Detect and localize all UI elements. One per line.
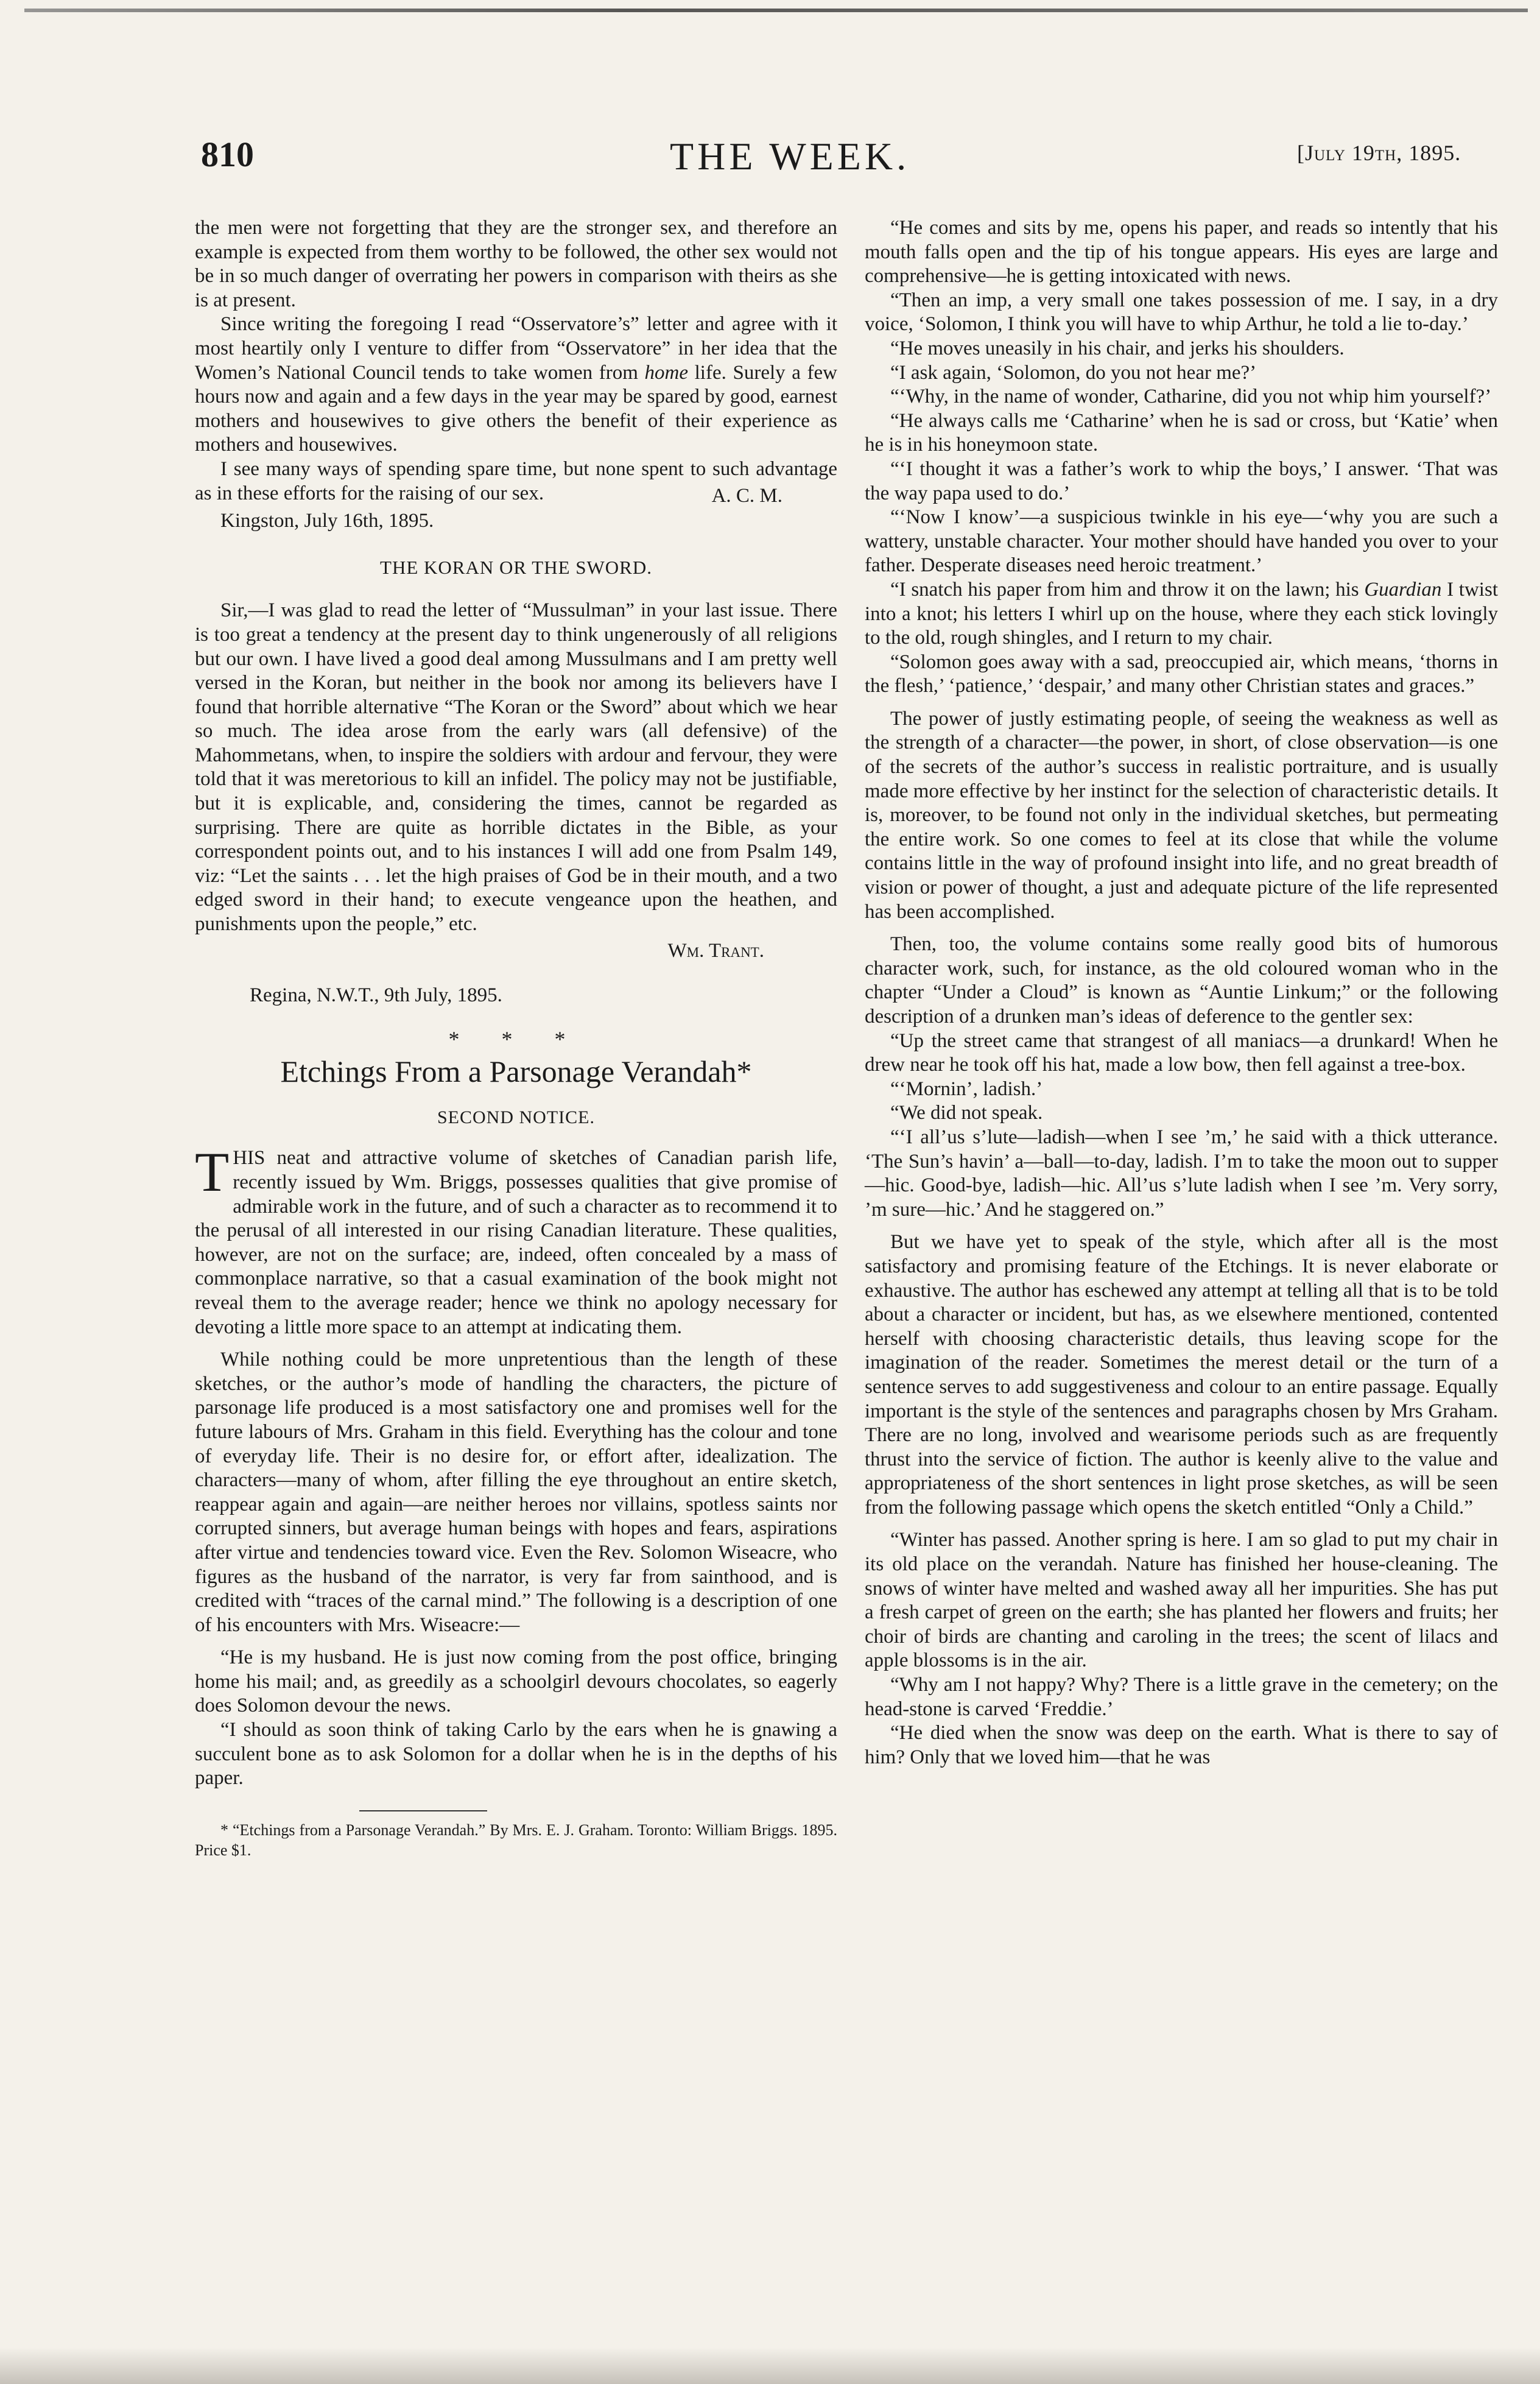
- text-run: HIS neat and attractive volume of sketches of Canadian parish life, recently issued by Wm. Briggs, possesses qualities that give promise of admirable work in the future, and of such a character as to recommend it to the perusal of all interested in our rising Canadian literature. These qualities, however, are not on the surface; are, indeed, often concealed by a mass of commonplace narrative, so that a casual examination of the book might not reveal them to the average reader; hence we think no apology necessary for devoting a little more space to an attempt at indicating them.: [195, 1147, 837, 1338]
- dateline: Regina, N.W.T., 9th July, 1895.: [250, 984, 502, 1007]
- article-subtitle: SECOND NOTICE.: [437, 1107, 595, 1127]
- article-paragraph: But we have yet to speak of the style, which after all is the most satisfactory and promising feature of the Etchings. It is never elaborate or exhaustive. The author has eschewed any attempt at telling all that is to be told about a character or incident, but has, as we elsewhere mentioned, contented herself with choosing characteristic details, thus leaving scope for the imagination of the reader. Sometimes the merest detail or the turn of a sentence serves to add suggestiveness and colour to an entire passage. Equally important is the style of the sentences and paragraphs chosen by Mrs Graham. There are no long, involved and wearisome periods such as are frequently thrust into the service of fiction. The author is keenly alive to the value and appropriateness of the short sentences in light prose sketches, as will be seen from the following passage which opens the sketch entitled “Only a Child.”: [865, 1231, 1498, 1518]
- top-edge-rule: [24, 9, 1528, 12]
- text-run: “I snatch his paper from him and throw it on the lawn; his: [890, 578, 1365, 601]
- drop-cap: T: [195, 1141, 230, 1204]
- issue-date: [July 19th, 1895.: [1297, 141, 1461, 165]
- left-column: [195, 216, 837, 1860]
- article-paragraph: The power of justly estimating people, of seeing the weakness as well as the strength of a character—the power, in short, of close observation—is one of the secrets of the author’s success in realistic portraiture, and is usually made more effective by her instinct for the selection of characteristic details. It is, moreover, to be found not only in the individual sketches, but permeating the entire work. So one comes to feel at its close that while the volume contains little in the way of profound insight into life, and no great breadth of vision or power of thought, a just and adequate picture of the life represented has been accomplished.: [865, 707, 1498, 923]
- quoted-paragraph: “‘Mornin’, ladish.’: [890, 1077, 1043, 1100]
- emphasis: Guardian: [1364, 578, 1442, 601]
- quoted-paragraph: “‘Now I know’—a suspicious twinkle in his eye—‘why you are such a wattery, unstable character. Your mother should have handed you over to your father. Desperate diseases need heroic treatment.’: [865, 506, 1498, 577]
- text-run: I twist into a knot; his letters I whirl up on the house, where they each stick lovingly to the old, rough shingles, and I return to my chair.: [865, 578, 1498, 649]
- right-column: [865, 216, 1498, 1769]
- intro-paragraph: [195, 457, 837, 506]
- article-paragraph: Then, too, the volume contains some really good bits of humorous character work, such, for instance, as the old coloured woman who in the chapter “Under a Cloud” is known as “Auntie Linkum;” or the following description of a drunken man’s ideas of deference to the gentler sex:: [865, 933, 1498, 1028]
- letter-paragraph: Sir,—I was glad to read the letter of “Mussulman” in your last issue. There is too great a tendency at the present day to think ungenerously of all religions but our own. I have lived a good deal among Mussulmans and I am pretty well versed in the Koran, but neither in the book nor among its believers have I found that horrible alternative “The Koran or the Sword” about which we hear so much. The idea arose from the early wars (all defensive) of the Mahommetans, when, to inspire the soldiers with ardour and fervour, they were told that it was meretorious to kill an infidel. The policy may not be justifiable, but it is explicable, and, considering the times, cannot be regarded as surprising. There are quite as horrible dictates in the Bible, as your correspondent points out, and to his instances I will add one from Psalm 149, viz: “Let the saints . . . let the high praises of God be in their mouth, and a two edged sword in their hand; to execute vengeance upon the heathen, and punishments upon the people,” etc.: [195, 599, 837, 936]
- quoted-paragraph: “He died when the snow was deep on the earth. What is there to say of him? Only that we loved him—that he was: [865, 1722, 1498, 1768]
- intro-paragraph: [195, 312, 837, 457]
- quoted-paragraph: “I ask again, ‘Solomon, do you not hear me?’: [890, 361, 1257, 384]
- quoted-paragraph: “He moves uneasily in his chair, and jerks his shoulders.: [890, 337, 1345, 359]
- quoted-paragraph: “Solomon goes away with a sad, preoccupied air, which means, ‘thorns in the flesh,’ ‘patience,’ ‘despair,’ and many other Christian states and graces.”: [865, 651, 1498, 697]
- text-run: I see many ways of spending spare time, but none spent to such advantage as in these efforts for the raising of our sex.: [195, 457, 837, 504]
- quoted-paragraph: “I should as soon think of taking Carlo by the ears when he is gnawing a succulent bone as to ask Solomon for a dollar when he is in the depths of his paper.: [195, 1719, 837, 1790]
- quoted-paragraph: [865, 578, 1498, 651]
- article-paragraph: [195, 1141, 837, 1339]
- quoted-paragraph: “Winter has passed. Another spring is here. I am so glad to put my chair in its old place on the verandah. Nature has finished her house-cleaning. The snows of winter have melted and washed away all her impurities. She has put a fresh carpet of green on the earth; she has planted her flowers and fruits; her choir of birds are chanting and caroling in the trees; the scent of lilacs and apple blossoms is in the air.: [865, 1529, 1498, 1672]
- page-edge-shadow: [0, 2347, 1540, 2384]
- article-title: Etchings From a Parsonage Verandah*: [280, 1054, 752, 1088]
- quoted-paragraph: “He always calls me ‘Catharine’ when he is sad or cross, but ‘Katie’ when he is in his honeymoon state.: [865, 409, 1498, 456]
- footnote: * “Etchings from a Parsonage Verandah.” By Mrs. E. J. Graham. Toronto: William Briggs. 1895. Price $1.: [195, 1821, 837, 1859]
- emphasis: home: [644, 361, 689, 384]
- intro-paragraph: the men were not forgetting that they are the stronger sex, and therefore an example is expected from them worthy to be followed, the other sex would not be in so much danger of overrating her powers in comparison with theirs as she is at present.: [195, 217, 837, 311]
- quoted-paragraph: “Up the street came that strangest of all maniacs—a drunkard! When he drew near he took off his hat, made a low bow, then fell against a tree-box.: [865, 1029, 1498, 1076]
- quoted-paragraph: “‘Why, in the name of wonder, Catharine, did you not whip him yourself?’: [890, 386, 1492, 408]
- dateline: Kingston, July 16th, 1895.: [220, 510, 434, 532]
- journal-title: THE WEEK.: [670, 135, 910, 178]
- article-paragraph: While nothing could be more unpretentious than the length of these sketches, or the author’s mode of handling the characters, the picture of parsonage life produced is a most satisfactory one and promises well for the future labours of Mrs. Graham in this field. Everything has the colour and tone of everyday life. Their is no desire for, or effort after, idealization. The characters—many of whom, after filling the eye throughout an entire sketch, reappear again and again—are neither heroes nor villains, spotless saints nor corrupted sinners, but average human beings with hopes and fears, aspirations after virtue and tendencies toward vice. Even the Rev. Solomon Wiseacre, who figures as the husband of the narrator, is very far from sainthood, and is credited with “traces of the carnal mind.” The following is a description of one of his encounters with Mrs. Wiseacre:—: [195, 1349, 837, 1636]
- quoted-paragraph: “He is my husband. He is just now coming from the post office, bringing home his mail; and, as greedily as a schoolgirl devours chocolates, so eagerly does Solomon devour the news.: [195, 1646, 837, 1717]
- page-number: 810: [201, 135, 254, 174]
- asterism: * * *: [448, 1026, 584, 1051]
- text-run: Since writing the foregoing I read “Osservatore’s” letter and agree with it most heartily only I venture to differ from “Osservatore” in her idea that the Women’s National Council tends to take women from: [195, 313, 837, 384]
- section-heading: THE KORAN OR THE SWORD.: [380, 556, 652, 578]
- text-run: life. Surely a few hours now and again and a few days in the year may be spared by good, earnest mothers and housewives to give others the benefit of their experience as mothers and housewives.: [195, 361, 838, 456]
- quoted-paragraph: “He comes and sits by me, opens his paper, and reads so intently that his mouth falls open and the tip of his tongue appears. His eyes are large and comprehensive—he is getting intoxicated with news.: [865, 217, 1498, 287]
- quoted-paragraph: “Why am I not happy? Why? There is a little grave in the cemetery; on the head-stone is carved ‘Freddie.’: [865, 1674, 1498, 1720]
- quoted-paragraph: “We did not speak.: [890, 1102, 1043, 1124]
- quoted-paragraph: “Then an imp, a very small one takes possession of me. I say, in a dry voice, ‘Solomon, I think you will have to whip Arthur, he told a lie to-day.’: [865, 289, 1498, 336]
- footnote-rule: [359, 1810, 487, 1811]
- signature: Wm. Trant.: [667, 939, 764, 962]
- page-header: [0, 134, 1540, 189]
- signature: A. C. M.: [711, 484, 782, 507]
- quoted-paragraph: “‘I all’us s’lute—ladish—when I see ’m,’ he said with a thick utterance. ‘The Sun’s havin’ a—ball—to-day, ladish. I’m to take the moon out to supper—hic. Good-bye, ladish—hic. All’us s’lute ladish when I see ’m. Very sorry, ’m sure—hic.’ And he staggered on.”: [865, 1126, 1498, 1221]
- quoted-paragraph: “‘I thought it was a father’s work to whip the boys,’ I answer. ‘That was the way papa used to do.’: [865, 457, 1498, 504]
